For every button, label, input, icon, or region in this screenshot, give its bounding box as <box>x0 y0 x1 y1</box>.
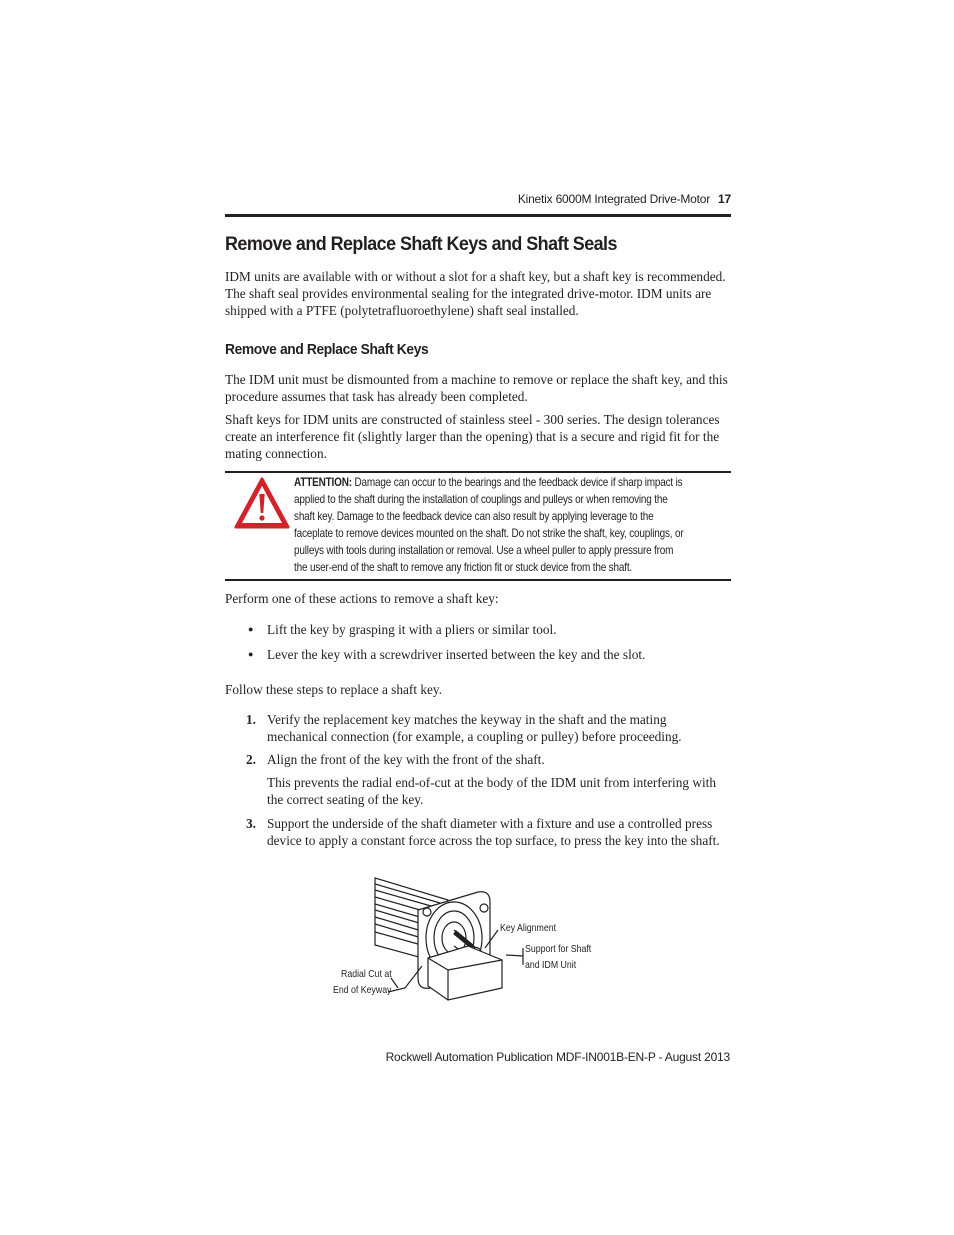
step-number: 3. <box>246 816 256 831</box>
section-intro: IDM units are available with or without a slot for a shaft key, but a shaft key is recommended. The shaft seal provides environmental sealing for the integrated drive-motor. IDM units are shipped with a PTFE (polytetrafluoroethylene) shaft seal installed. <box>225 269 726 318</box>
publication-footer: Rockwell Automation Publication MDF-IN001B-EN-P - August 2013 <box>385 1050 730 1064</box>
replace-intro: Follow these steps to replace a shaft key. <box>225 682 442 697</box>
bullet-glyph: ● <box>248 624 254 634</box>
label-key-alignment: Key Alignment <box>500 923 557 934</box>
label-support-line1: Support for Shaft <box>525 944 592 955</box>
step-text: Verify the replacement key matches the keyway in the shaft and the mating mechanical connection (for example, a coupling or pulley) before proceeding. <box>267 712 682 744</box>
subsection-title: Remove and Replace Shaft Keys <box>225 341 429 358</box>
attention-label: ATTENTION: <box>294 476 352 489</box>
step-text: Align the front of the key with the front of the shaft. <box>267 752 545 767</box>
header-title: Kinetix 6000M Integrated Drive-Motor <box>517 192 711 206</box>
attention-text <box>294 474 685 576</box>
warning-triangle-icon <box>234 477 290 529</box>
shaft-key-figure <box>330 870 610 1005</box>
step-subtext: This prevents the radial end-of-cut at the body of the IDM unit from interfering with the correct seating of the key. <box>267 775 717 807</box>
step-number: 1. <box>246 712 256 727</box>
step-number: 2. <box>246 752 256 767</box>
attention-rule-bottom <box>225 579 731 581</box>
section-title: Remove and Replace Shaft Keys and Shaft Seals <box>225 233 617 255</box>
bullet-item: Lever the key with a screwdriver inserted between the key and the slot. <box>267 647 646 662</box>
subsection-para-2: Shaft keys for IDM units are constructed of stainless steel - 300 series. The design tolerances create an interference fit (slightly larger than the opening) that is a secure and rigid fit for the mating connection. <box>225 412 720 461</box>
label-support-line2: and IDM Unit <box>525 960 577 971</box>
running-header <box>226 192 731 206</box>
remove-intro: Perform one of these actions to remove a shaft key: <box>225 591 499 606</box>
attention-rule-top <box>225 471 731 473</box>
subsection-para-1: The IDM unit must be dismounted from a machine to remove or replace the shaft key, and this procedure assumes that task has already been completed. <box>225 372 728 404</box>
label-radial-line1: Radial Cut at <box>341 969 392 980</box>
bullet-item: Lift the key by grasping it with a pliers or similar tool. <box>267 622 557 637</box>
page-number: 17 <box>718 192 731 206</box>
attention-body: Damage can occur to the bearings and the feedback device if sharp impact is applied to the shaft during the installation of couplings and pulleys or when removing the shaft key. Damage to the feedback device can also result by applying leverage to the faceplate to remove devices mounted on the shaft. Do not strike the shaft, key, couplings, or pulleys with tools during installation or removal. Use a wheel puller to apply pressure from the user-end of the shaft to remove any friction fit or stuck device from the shaft. <box>294 476 684 574</box>
step-text: Support the underside of the shaft diameter with a fixture and use a controlled press device to apply a constant force across the top surface, to press the key into the shaft. <box>267 816 720 848</box>
header-rule <box>225 214 731 217</box>
label-radial-line2: End of Keyway <box>333 985 392 996</box>
bullet-glyph: ● <box>248 649 254 659</box>
